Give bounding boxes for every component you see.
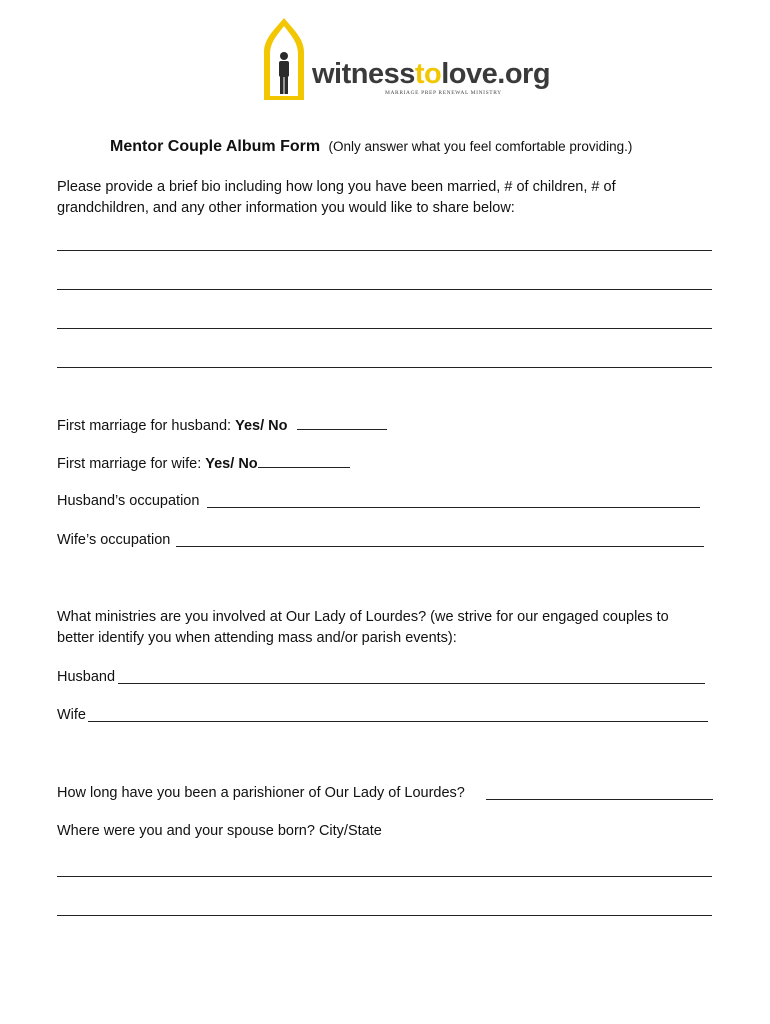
first-marriage-wife: First marriage for wife: Yes/ No (57, 453, 350, 475)
ministries-prompt-line1: What ministries are you involved at Our Lady of Lourdes? (we strive for our engaged couples to (57, 609, 669, 625)
ministries-wife-field[interactable] (88, 721, 708, 722)
bio-prompt-line2: grandchildren, and any other information you would like to share below: (57, 200, 515, 216)
ministries-husband-field[interactable] (118, 683, 705, 684)
yes-option-husband[interactable]: Yes (235, 418, 261, 434)
form-title (110, 136, 632, 157)
yes-option-wife[interactable]: Yes (205, 456, 231, 472)
bio-line-1[interactable] (57, 250, 712, 251)
husband-occupation-field[interactable] (207, 507, 700, 508)
no-option-husband[interactable]: No (268, 418, 288, 434)
first-marriage-husband-field[interactable] (297, 415, 387, 430)
logo (262, 16, 551, 104)
logo-tagline: MARRIAGE PREP RENEWAL MINISTRY (385, 90, 502, 96)
husband-occupation-label: Husband’s occupation (57, 493, 200, 509)
bio-line-2[interactable] (57, 289, 712, 290)
ministries-prompt-line2: better identify you when attending mass and/or parish events): (57, 630, 457, 646)
birthplace-question: Where were you and your spouse born? City/State (57, 823, 382, 839)
wife-occupation-field[interactable] (176, 546, 704, 547)
page-subtitle: (Only answer what you feel comfortable providing.) (328, 139, 633, 154)
bio-line-4[interactable] (57, 367, 712, 368)
bio-line-3[interactable] (57, 328, 712, 329)
no-option-wife[interactable]: No (238, 456, 258, 472)
ministries-husband-label: Husband (57, 669, 116, 685)
church-door-icon (262, 16, 306, 102)
parish-question: How long have you been a parishioner of Our Lady of Lourdes? (57, 785, 465, 801)
page-title: Mentor Couple Album Form (110, 138, 321, 155)
first-marriage-husband: First marriage for husband: Yes/ No (57, 415, 387, 437)
birthplace-line-1[interactable] (57, 876, 712, 877)
bio-prompt-line1: Please provide a brief bio including how long you have been married, # of children, # of (57, 179, 616, 195)
ministries-wife-label: Wife (57, 707, 86, 723)
first-marriage-wife-field[interactable] (258, 453, 350, 468)
birthplace-line-2[interactable] (57, 915, 712, 916)
parish-length-field[interactable] (486, 799, 713, 800)
logo-wordmark: witnesstolove.org (312, 58, 551, 90)
wife-occupation-label: Wife’s occupation (57, 532, 171, 548)
